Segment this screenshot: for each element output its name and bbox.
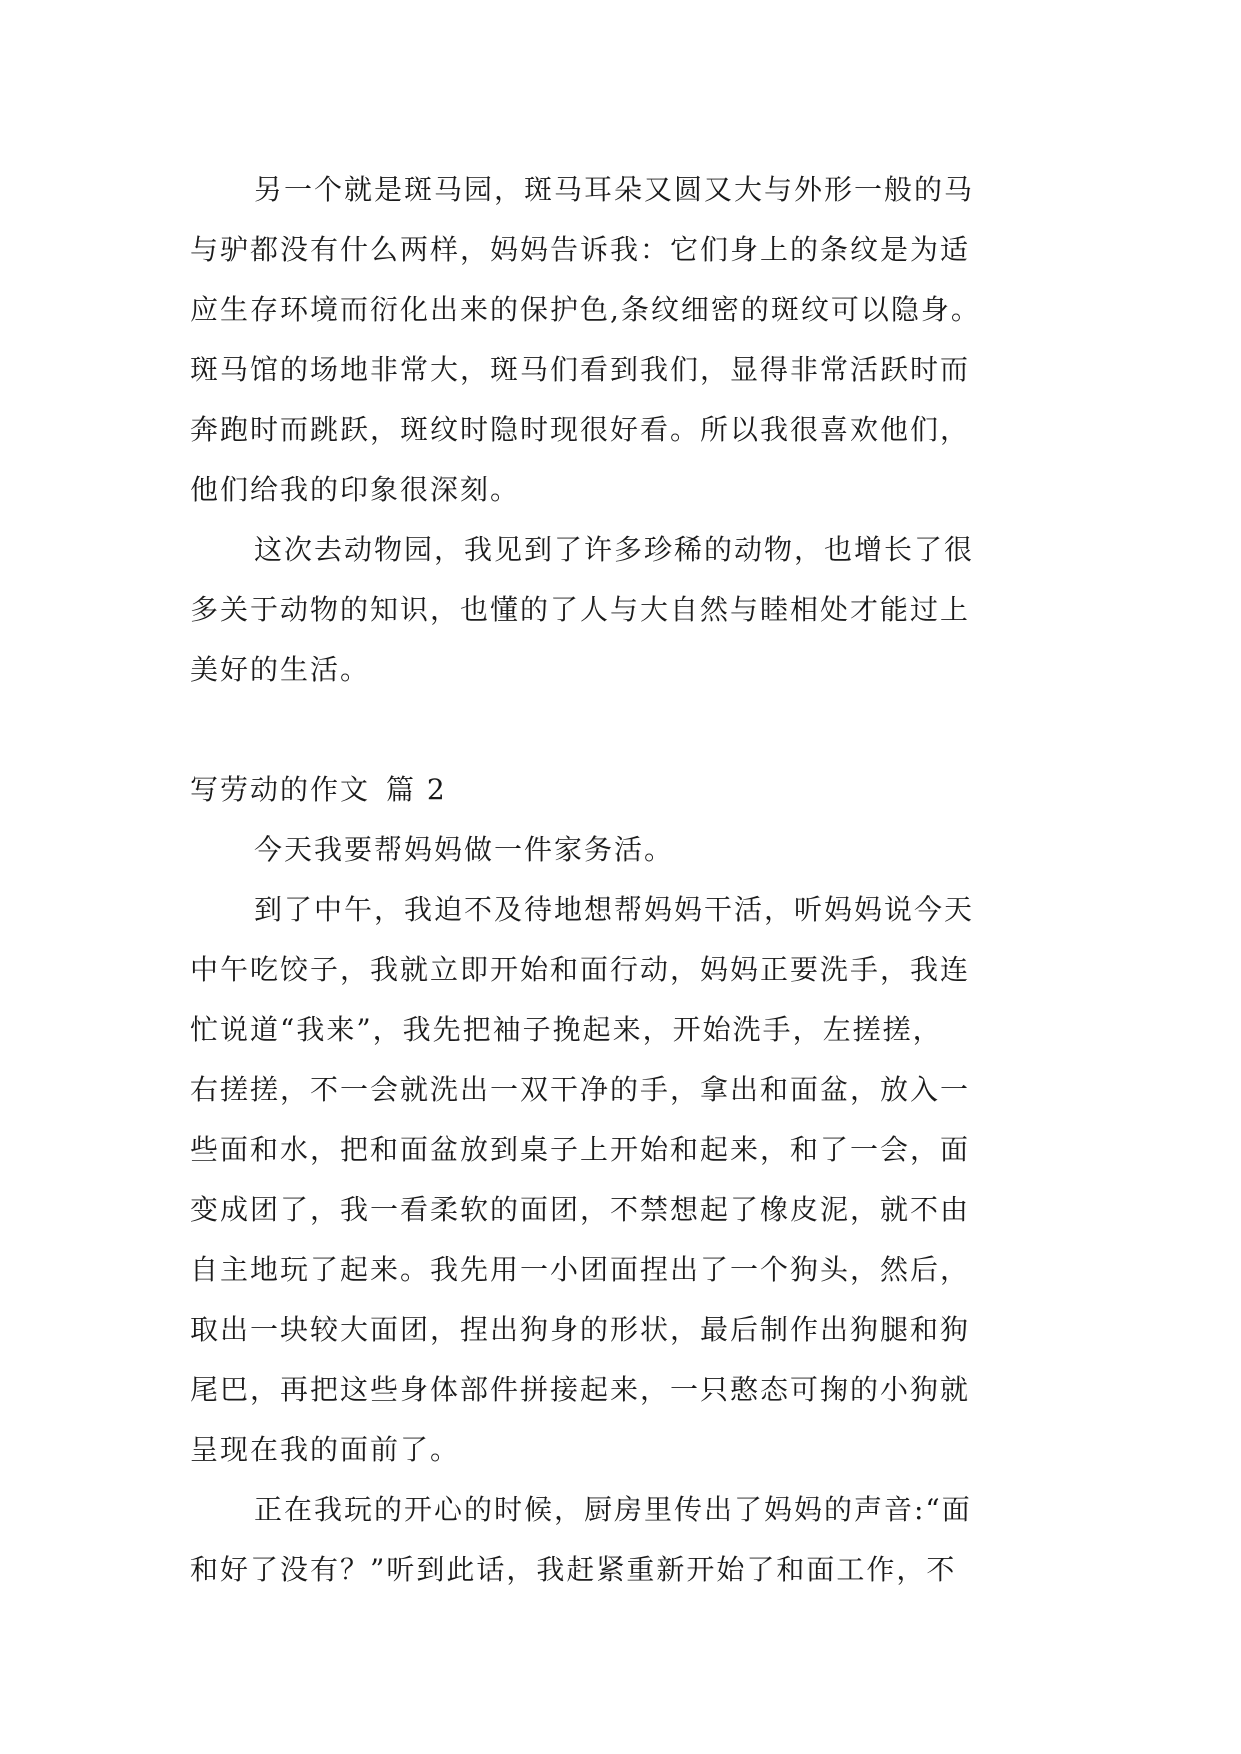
text-line: 另一个就是斑马园，斑马耳朵又圆又大与外形一般的马 [254,173,975,206]
paragraph [190,520,1070,700]
text-line: 中午吃饺子，我就立即开始和面行动，妈妈正要洗手，我连 [190,953,971,986]
text-line: 到了中午，我迫不及待地想帮妈妈干活，听妈妈说今天 [254,893,975,926]
text-line: 他们给我的印象很深刻。 [190,473,521,506]
paragraph [190,160,1070,520]
text-line: 呈现在我的面前了。 [190,1433,461,1466]
text-line: 正在我玩的开心的时候，厨房里传出了妈妈的声音:“面 [254,1493,972,1526]
text-line: 右搓搓，不一会就洗出一双干净的手，拿出和面盆，放入一 [190,1073,971,1106]
text-line: 与驴都没有什么两样，妈妈告诉我：它们身上的条纹是为适 [190,233,971,266]
document-body [190,160,1070,1600]
text-line: 多关于动物的知识，也懂的了人与大自然与睦相处才能过上 [190,593,971,626]
section-spacer [190,700,1070,760]
text-line: 取出一块较大面团，捏出狗身的形状，最后制作出狗腿和狗 [190,1313,971,1346]
section-title: 写劳动的作文 [190,773,371,806]
paragraph [190,880,1070,1480]
text-line: 这次去动物园，我见到了许多珍稀的动物，也增长了很 [254,533,975,566]
text-line: 尾巴，再把这些身体部件拼接起来，一只憨态可掬的小狗就 [190,1373,971,1406]
text-line: 斑马馆的场地非常大，斑马们看到我们，显得非常活跃时而 [190,353,971,386]
text-line: 应生存环境而衍化出来的保护色,条纹细密的斑纹可以隐身。 [190,293,981,326]
text-line: 和好了没有？”听到此话，我赶紧重新开始了和面工作，不 [190,1553,957,1586]
text-line: 忙说道“我来”，我先把袖子挽起来，开始洗手，左搓搓， [190,1013,943,1046]
text-line: 变成团了，我一看柔软的面团，不禁想起了橡皮泥，就不由 [190,1193,971,1226]
paragraph [190,820,1070,880]
text-line: 自主地玩了起来。我先用一小团面捏出了一个狗头，然后， [190,1253,971,1286]
text-line: 今天我要帮妈妈做一件家务活。 [254,833,675,866]
section-number: 篇 2 [386,773,447,806]
text-line: 美好的生活。 [190,653,371,686]
text-line: 奔跑时而跳跃，斑纹时隐时现很好看。所以我很喜欢他们， [190,413,971,446]
section-heading [190,760,1070,820]
text-line: 些面和水，把和面盆放到桌子上开始和起来，和了一会，面 [190,1133,971,1166]
paragraph [190,1480,1070,1600]
